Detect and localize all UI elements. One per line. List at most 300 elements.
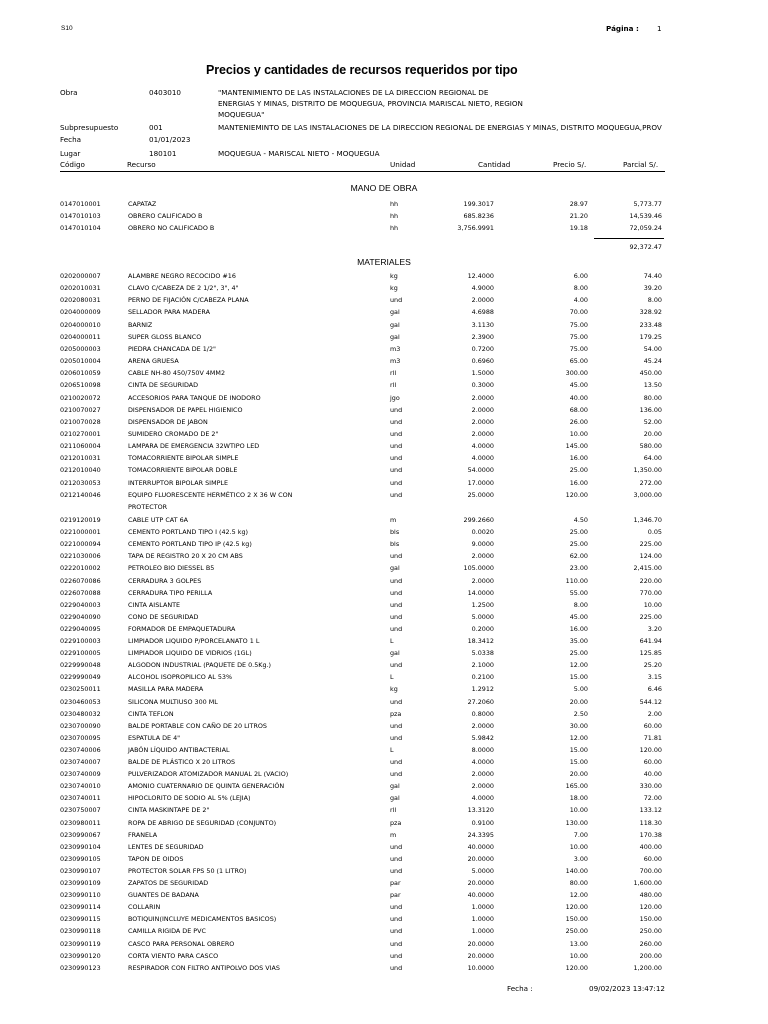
cantidad-cell: 27.2060 (467, 697, 494, 706)
recurso-cell: EQUIPO FLUORESCENTE HERMÉTICO 2 X 36 W CON (128, 490, 293, 499)
cantidad-cell: 4.0000 (471, 794, 494, 803)
codigo-cell: 0205010004 (60, 357, 101, 366)
cantidad-cell: 40.0000 (467, 842, 494, 851)
recurso-cell: ALGODON INDUSTRIAL (PAQUETE DE 0.5Kg.) (128, 661, 272, 670)
column-header-cantidad: Cantidad (478, 160, 511, 169)
precio-cell: 65.00 (569, 357, 588, 366)
cantidad-cell: 105.0000 (463, 564, 494, 573)
parcial-cell: 330.00 (639, 782, 662, 791)
recurso-cell: LIMPIADOR LIQUIDO DE VIDRIOS (1GL) (128, 649, 252, 658)
table-row (0, 308, 768, 319)
codigo-cell: 0221000094 (60, 540, 101, 549)
precio-cell: 12.00 (569, 661, 588, 670)
parcial-cell: 118.30 (639, 818, 662, 827)
parcial-cell: 25.20 (643, 661, 662, 670)
unidad-cell: und (390, 600, 403, 609)
recurso-cell: LAMPARA DE EMERGENCIA 32WTIPO LED (128, 442, 260, 451)
cantidad-cell: 2.0000 (471, 417, 494, 426)
cantidad-cell: 1.2912 (471, 685, 494, 694)
parcial-cell: 225.00 (639, 540, 662, 549)
table-row (0, 952, 768, 963)
codigo-cell: 0212010040 (60, 466, 101, 475)
recurso-cell: ROPA DE ABRIGO DE SEGURIDAD (CONJUNTO) (128, 818, 277, 827)
report-code: S10 (61, 25, 73, 32)
precio-cell: 2.50 (573, 709, 588, 718)
recurso-cell: CINTA AISLANTE (128, 600, 181, 609)
parcial-cell: 120.00 (639, 745, 662, 754)
unidad-cell: rll (390, 369, 397, 378)
unidad-cell: L (390, 637, 394, 645)
table-row (0, 940, 768, 951)
precio-cell: 165.00 (565, 782, 588, 791)
parcial-cell: 544.12 (639, 697, 662, 706)
unidad-cell: und (390, 770, 403, 779)
codigo-cell: 0230990114 (60, 903, 101, 912)
cantidad-cell: 0.2100 (471, 673, 494, 682)
parcial-cell: 2,415.00 (633, 564, 662, 573)
parcial-cell: 170.38 (639, 830, 662, 839)
unidad-cell: und (390, 588, 403, 597)
cantidad-cell: 8.0000 (471, 745, 494, 754)
cantidad-cell: 25.0000 (467, 490, 494, 499)
cantidad-cell: 2.3900 (471, 332, 494, 341)
table-row (0, 685, 768, 696)
unidad-cell: und (390, 939, 403, 948)
recurso-cell: TOMACORRIENTE BIPOLAR SIMPLE (128, 454, 239, 463)
table-row (0, 891, 768, 902)
section-heading-mano-de-obra: MANO DE OBRA (350, 183, 418, 193)
precio-cell: 62.00 (569, 552, 588, 561)
table-row (0, 466, 768, 477)
recurso-cell: FRANELA (128, 830, 158, 839)
table-row (0, 927, 768, 938)
codigo-cell: 0230750007 (60, 806, 101, 815)
precio-cell: 15.00 (569, 673, 588, 682)
cantidad-cell: 4.0000 (471, 442, 494, 451)
parcial-cell: 179.25 (639, 332, 662, 341)
codigo-cell: 0230990110 (60, 891, 101, 900)
parcial-cell: 45.24 (643, 357, 662, 366)
cantidad-cell: 2.0000 (471, 770, 494, 779)
parcial-cell: 250.00 (639, 927, 662, 936)
precio-cell: 45.00 (569, 612, 588, 621)
parcial-cell: 136.00 (639, 405, 662, 414)
parcial-cell: 10.00 (643, 600, 662, 609)
cantidad-cell: 4.0000 (471, 758, 494, 766)
unidad-cell: kg (390, 284, 398, 293)
precio-cell: 8.00 (573, 284, 588, 293)
parcial-cell: 480.00 (639, 891, 662, 900)
recurso-cell: SELLADOR PARA MADERA (128, 308, 210, 317)
precio-cell: 10.00 (569, 429, 588, 438)
header-rule (60, 171, 665, 172)
cantidad-cell: 3,756.9991 (457, 224, 494, 233)
parcial-cell: 2.00 (647, 709, 662, 718)
cantidad-cell: 1.0000 (471, 927, 494, 936)
obra-description-line-1: "MANTENIMIENTO DE LAS INSTALACIONES DE LA DIRECCION REGIONAL DE (218, 88, 489, 97)
unidad-cell: jgo (390, 393, 400, 402)
cantidad-cell: 5.9842 (471, 733, 494, 742)
cantidad-cell: 0.8000 (471, 709, 494, 718)
precio-cell: 25.00 (569, 466, 588, 475)
table-row (0, 394, 768, 405)
table-row (0, 649, 768, 660)
parcial-cell: 133.12 (639, 806, 662, 815)
unidad-cell: hh (390, 200, 399, 208)
unidad-cell: und (390, 296, 403, 305)
table-row (0, 867, 768, 878)
table-row (0, 782, 768, 793)
unidad-cell: und (390, 466, 403, 475)
parcial-cell: 0.05 (647, 528, 662, 537)
parcial-cell: 71.81 (643, 733, 662, 742)
parcial-cell: 6.46 (647, 685, 662, 694)
parcial-cell: 1,350.00 (633, 466, 662, 475)
precio-cell: 10.00 (569, 806, 588, 815)
unidad-cell: gal (390, 332, 400, 341)
precio-cell: 20.00 (569, 770, 588, 779)
cantidad-cell: 0.7200 (471, 344, 494, 353)
table-row (0, 698, 768, 709)
cantidad-cell: 40.0000 (467, 891, 494, 900)
codigo-cell: 0230480032 (60, 709, 101, 718)
unidad-cell: gal (390, 794, 400, 803)
codigo-cell: 0230460053 (60, 697, 101, 706)
codigo-cell: 0230700090 (60, 721, 101, 730)
table-row (0, 637, 768, 648)
codigo-cell: 0147010001 (60, 200, 101, 208)
parcial-cell: 60.00 (643, 721, 662, 730)
column-header-unidad: Unidad (390, 160, 416, 169)
unidad-cell: L (390, 745, 394, 754)
codigo-cell: 0230700095 (60, 733, 101, 742)
codigo-cell: 0212010031 (60, 454, 101, 463)
precio-cell: 6.00 (573, 272, 588, 280)
table-row (0, 272, 768, 283)
table-row (0, 333, 768, 344)
precio-cell: 75.00 (569, 320, 588, 329)
cantidad-cell: 17.0000 (467, 478, 494, 487)
column-header-recurso: Recurso (127, 160, 156, 169)
column-header-precio: Precio S/. (553, 160, 587, 169)
codigo-cell: 0212030053 (60, 478, 101, 487)
precio-cell: 145.00 (565, 442, 588, 451)
recurso-cell: CABLE NH-80 450/750V 4MM2 (128, 369, 226, 378)
table-row (0, 418, 768, 429)
lugar-code: 180101 (149, 149, 177, 158)
recurso-cell: AMONIO CUATERNARIO DE QUINTA GENERACIÓN (128, 782, 285, 791)
codigo-cell: 0229040003 (60, 600, 101, 609)
codigo-cell: 0230990109 (60, 879, 101, 887)
unidad-cell: und (390, 854, 403, 863)
recurso-cell: OBRERO CALIFICADO B (128, 212, 203, 221)
parcial-cell: 641.94 (639, 637, 662, 645)
table-row (0, 224, 768, 235)
table-row (0, 758, 768, 769)
precio-cell: 16.00 (569, 624, 588, 633)
table-row (0, 661, 768, 672)
precio-cell: 12.00 (569, 733, 588, 742)
unidad-cell: gal (390, 782, 400, 791)
table-row (0, 381, 768, 392)
table-row (0, 577, 768, 588)
recurso-cell: BALDE DE PLÁSTICO X 20 LITROS (128, 758, 236, 766)
cantidad-cell: 10.0000 (467, 963, 494, 972)
recurso-cell: BARNIZ (128, 320, 153, 329)
parcial-cell: 260.00 (639, 939, 662, 948)
precio-cell: 21.20 (569, 212, 588, 221)
recurso-cell: PERNO DE FIJACIÓN C/CABEZA PLANA (128, 296, 249, 305)
table-row (0, 564, 768, 575)
codigo-cell: 0230980011 (60, 818, 101, 827)
precio-cell: 15.00 (569, 745, 588, 754)
subpresupuesto-description: MANTENIEMINTO DE LAS INSTALACIONES DE LA DIRECCION REGIONAL DE ENERGIAS Y MINAS, DISTRITO MOQUEGUA,PROV (218, 123, 662, 132)
unidad-cell: und (390, 951, 403, 960)
parcial-cell: 13.50 (643, 381, 662, 390)
parcial-cell: 3.20 (647, 624, 662, 633)
unidad-cell: par (390, 879, 401, 887)
recurso-cell: CONO DE SEGURIDAD (128, 612, 199, 621)
row-continuation-text: PROTECTOR (128, 503, 168, 511)
fecha-label: Fecha (60, 135, 82, 144)
recurso-cell: FORMADOR DE EMPAQUETADURA (128, 624, 236, 633)
table-row (0, 528, 768, 539)
precio-cell: 7.00 (573, 830, 588, 839)
section-heading-materiales: MATERIALES (357, 257, 411, 267)
table-row (0, 722, 768, 733)
codigo-cell: 0202000007 (60, 272, 101, 280)
recurso-cell: BOTIQUIN(INCLUYE MEDICAMENTOS BASICOS) (128, 915, 277, 924)
recurso-cell: CORTA VIENTO PARA CASCO (128, 951, 219, 960)
unidad-cell: hh (390, 212, 399, 221)
recurso-cell: ALAMBRE NEGRO RECOCIDO #16 (128, 272, 236, 280)
parcial-cell: 52.00 (643, 417, 662, 426)
codigo-cell: 0210020072 (60, 393, 101, 402)
column-header-codigo: Código (60, 160, 85, 169)
parcial-cell: 60.00 (643, 854, 662, 863)
recurso-cell: DISPENSADOR DE PAPEL HIGIENICO (128, 405, 243, 414)
cantidad-cell: 2.0000 (471, 429, 494, 438)
precio-cell: 110.00 (565, 576, 588, 585)
codigo-cell: 0230990115 (60, 915, 101, 924)
codigo-cell: 0229040095 (60, 624, 101, 633)
cantidad-cell: 299.2660 (463, 516, 494, 524)
cantidad-cell: 2.0000 (471, 296, 494, 305)
recurso-cell: ARENA GRUESA (128, 357, 179, 366)
subpresupuesto-label: Subpresupuesto (60, 123, 119, 132)
codigo-cell: 0229040090 (60, 612, 101, 621)
unidad-cell: und (390, 915, 403, 924)
fecha-value: 01/01/2023 (149, 135, 191, 144)
parcial-cell: 770.00 (639, 588, 662, 597)
recurso-cell: SUPER GLOSS BLANCO (128, 332, 202, 341)
cantidad-cell: 12.4000 (467, 272, 494, 280)
codigo-cell: 0210270001 (60, 429, 101, 438)
parcial-cell: 72,059.24 (629, 224, 662, 233)
precio-cell: 150.00 (565, 915, 588, 924)
table-row (0, 710, 768, 721)
recurso-cell: OBRERO NO CALIFICADO B (128, 224, 215, 233)
table-row (0, 746, 768, 757)
recurso-cell: TAPON DE OIDOS (128, 854, 184, 863)
precio-cell: 18.00 (569, 794, 588, 803)
parcial-cell: 700.00 (639, 866, 662, 875)
unidad-cell: und (390, 842, 403, 851)
precio-cell: 26.00 (569, 417, 588, 426)
parcial-cell: 272.00 (639, 478, 662, 487)
parcial-cell: 1,200.00 (633, 963, 662, 972)
subpresupuesto-code: 001 (149, 123, 163, 132)
unidad-cell: L (390, 673, 394, 682)
unidad-cell: und (390, 612, 403, 621)
unidad-cell: und (390, 429, 403, 438)
precio-cell: 19.18 (569, 224, 588, 233)
unidad-cell: gal (390, 308, 400, 317)
codigo-cell: 0230740011 (60, 794, 101, 803)
codigo-cell: 0206510098 (60, 381, 101, 390)
codigo-cell: 0230250011 (60, 685, 101, 694)
obra-description-line-3: MOQUEGUA" (218, 110, 265, 119)
codigo-cell: 0204000010 (60, 320, 101, 329)
unidad-cell: und (390, 721, 403, 730)
unidad-cell: und (390, 866, 403, 875)
unidad-cell: und (390, 576, 403, 585)
precio-cell: 120.00 (565, 903, 588, 912)
parcial-cell: 3,000.00 (633, 490, 662, 499)
obra-label: Obra (60, 88, 78, 97)
cantidad-cell: 1.5000 (471, 369, 494, 378)
unidad-cell: und (390, 442, 403, 451)
parcial-cell: 8.00 (647, 296, 662, 305)
table-row (0, 806, 768, 817)
parcial-cell: 74.40 (643, 272, 662, 280)
unidad-cell: m (390, 830, 397, 839)
recurso-cell: CEMENTO PORTLAND TIPO IP (42.5 kg) (128, 540, 252, 549)
parcial-cell: 328.92 (639, 308, 662, 317)
parcial-cell: 125.85 (639, 649, 662, 658)
recurso-cell: CAMILLA RIGIDA DE PVC (128, 927, 206, 936)
recurso-cell: CABLE UTP CAT 6A (128, 516, 189, 524)
codigo-cell: 0147010104 (60, 224, 101, 233)
codigo-cell: 0221000001 (60, 528, 101, 537)
report-title: Precios y cantidades de recursos requeridos por tipo (206, 63, 518, 77)
recurso-cell: ZAPATOS DE SEGURIDAD (128, 879, 209, 887)
codigo-cell: 0204000009 (60, 308, 101, 317)
precio-cell: 75.00 (569, 332, 588, 341)
codigo-cell: 0206010059 (60, 369, 101, 378)
table-row (0, 613, 768, 624)
precio-cell: 25.00 (569, 649, 588, 658)
cantidad-cell: 4.0000 (471, 454, 494, 463)
precio-cell: 8.00 (573, 600, 588, 609)
cantidad-cell: 5.0000 (471, 612, 494, 621)
precio-cell: 20.00 (569, 697, 588, 706)
footer-fecha-value: 09/02/2023 13:47:12 (589, 984, 665, 993)
unidad-cell: und (390, 697, 403, 706)
codigo-cell: 0230990118 (60, 927, 101, 936)
cantidad-cell: 1.0000 (471, 903, 494, 912)
recurso-cell: CINTA MASKINTAPE DE 2" (128, 806, 210, 815)
cantidad-cell: 0.9100 (471, 818, 494, 827)
unidad-cell: pza (390, 818, 402, 827)
recurso-cell: SUMIDERO CROMADO DE 2" (128, 429, 219, 438)
precio-cell: 16.00 (569, 454, 588, 463)
recurso-cell: TAPA DE REGISTRO 20 X 20 CM ABS (128, 552, 243, 561)
recurso-cell: CASCO PARA PERSONAL OBRERO (128, 939, 235, 948)
unidad-cell: kg (390, 685, 398, 694)
lugar-label: Lugar (60, 149, 81, 158)
recurso-cell: BALDE PORTABLE CON CAÑO DE 20 LITROS (128, 721, 267, 730)
cantidad-cell: 0.2000 (471, 624, 494, 633)
table-row (0, 454, 768, 465)
cantidad-cell: 5.0000 (471, 866, 494, 875)
recurso-cell: CEMENTO PORTLAND TIPO I (42.5 kg) (128, 528, 248, 537)
table-row (0, 345, 768, 356)
cantidad-cell: 0.0020 (471, 528, 494, 537)
precio-cell: 140.00 (565, 866, 588, 875)
codigo-cell: 0212140046 (60, 490, 101, 499)
parcial-cell: 400.00 (639, 842, 662, 851)
table-row (0, 212, 768, 223)
parcial-cell: 120.00 (639, 903, 662, 912)
recurso-cell: COLLARIN (128, 903, 161, 912)
recurso-cell: PETROLEO BIO DIESSEL B5 (128, 564, 215, 573)
parcial-cell: 54.00 (643, 344, 662, 353)
parcial-cell: 233.48 (639, 320, 662, 329)
codigo-cell: 0230990104 (60, 842, 101, 851)
unidad-cell: und (390, 963, 403, 972)
table-row (0, 734, 768, 745)
codigo-cell: 0230990105 (60, 854, 101, 863)
recurso-cell: LENTES DE SEGURIDAD (128, 842, 204, 851)
precio-cell: 45.00 (569, 381, 588, 390)
cantidad-cell: 1.0000 (471, 915, 494, 924)
precio-cell: 25.00 (569, 528, 588, 537)
unidad-cell: par (390, 891, 401, 900)
codigo-cell: 0230990120 (60, 951, 101, 960)
precio-cell: 5.00 (573, 685, 588, 694)
unidad-cell: und (390, 903, 403, 912)
unidad-cell: rll (390, 806, 397, 815)
cantidad-cell: 2.1000 (471, 661, 494, 670)
parcial-cell: 80.00 (643, 393, 662, 402)
recurso-cell: PULVERIZADOR ATOMIZADOR MANUAL 2L (VACIO) (128, 770, 289, 779)
parcial-cell: 40.00 (643, 770, 662, 779)
table-row (0, 296, 768, 307)
cantidad-cell: 18.3412 (467, 637, 494, 645)
parcial-cell: 5,773.77 (633, 200, 662, 208)
cantidad-cell: 2.0000 (471, 576, 494, 585)
obra-code: 0403010 (149, 88, 182, 97)
cantidad-cell: 0.3000 (471, 381, 494, 390)
table-row (0, 540, 768, 551)
precio-cell: 28.97 (569, 200, 588, 208)
cantidad-cell: 20.0000 (467, 879, 494, 887)
unidad-cell: und (390, 490, 403, 499)
table-row (0, 794, 768, 805)
codigo-cell: 0229100003 (60, 637, 101, 645)
table-row (0, 855, 768, 866)
recurso-cell: CAPATAZ (128, 200, 157, 208)
unidad-cell: bls (390, 540, 400, 549)
table-row (0, 552, 768, 563)
parcial-cell: 450.00 (639, 369, 662, 378)
codigo-cell: 0147010103 (60, 212, 101, 221)
recurso-cell: INTERRUPTOR BIPOLAR SIMPLE (128, 478, 229, 487)
codigo-cell: 0210070027 (60, 405, 101, 414)
unidad-cell: rll (390, 381, 397, 390)
codigo-cell: 0230990107 (60, 866, 101, 875)
